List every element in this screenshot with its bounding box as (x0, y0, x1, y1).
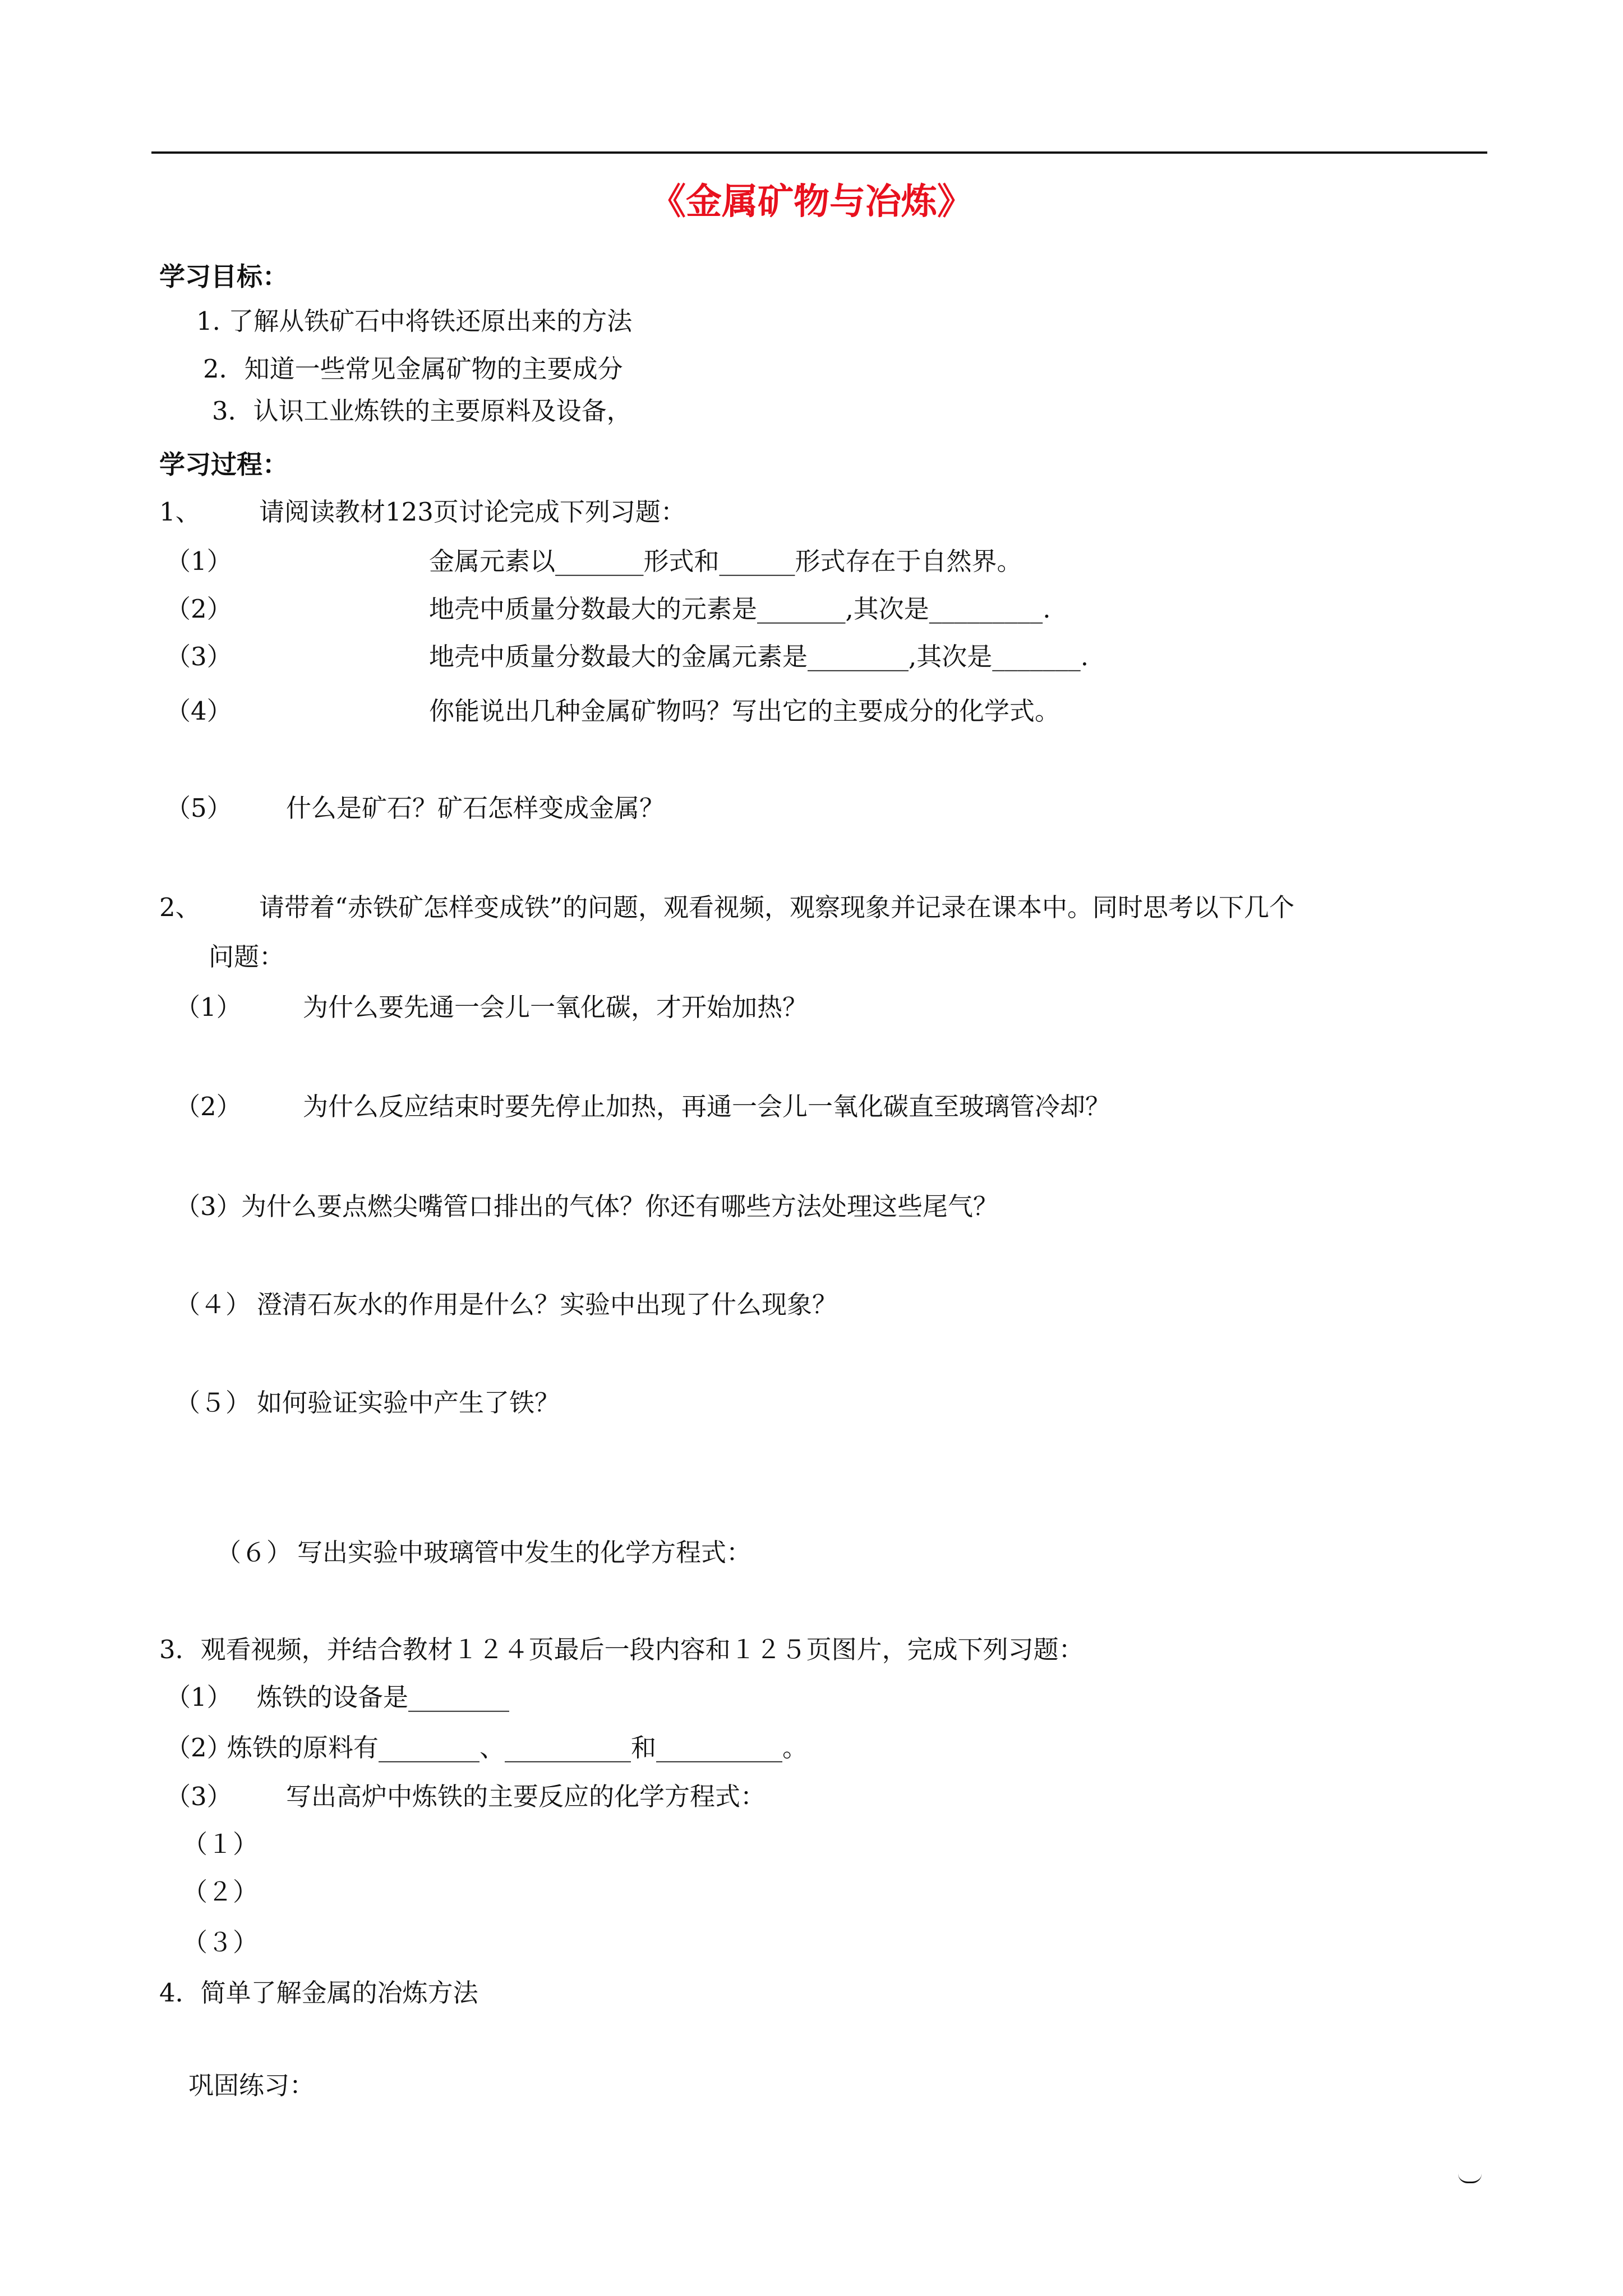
section-intro: 请阅读教材123页讨论完成下列习题： (259, 497, 686, 527)
section-intro: 请带着“赤铁矿怎样变成铁”的问题，观看视频，观察现象并记录在课本中。同时思考以下几个 (259, 892, 1295, 922)
question-text: 写出实验中玻璃管中发生的化学方程式： (297, 1538, 752, 1567)
question-text: 为什么要先通一会儿一氧化碳，才开始加热？ (303, 992, 808, 1022)
question-text: 为什么反应结束时要先停止加热，再通一会儿一氧化碳直至玻璃管冷却？ (303, 1092, 1111, 1121)
goal-item: 3．认识工业炼铁的主要原料及设备， (212, 396, 632, 426)
question-text: 为什么要点燃尖嘴管口排出的气体？你还有哪些方法处理这些尾气？ (241, 1191, 999, 1221)
question-number: （６） (216, 1538, 292, 1567)
question-text: 地壳中质量分数最大的金属元素是________,其次是_______. (429, 642, 1089, 671)
question-text: 你能说出几种金属矿物吗？写出它的主要成分的化学式。 (429, 696, 1061, 726)
section-number: 2、 (159, 892, 201, 922)
question-number: （2） (165, 594, 232, 624)
equation-number: （２） (182, 1877, 259, 1907)
question-number: （2） (175, 1092, 242, 1121)
equation-number: （１） (182, 1829, 259, 1859)
question-text: 写出高炉中炼铁的主要反应的化学方程式： (286, 1782, 766, 1811)
equation-number: （３） (182, 1927, 259, 1957)
question-number: （3） (175, 1191, 242, 1221)
goal-item: 2．知道一些常见金属矿物的主要成分 (203, 354, 623, 384)
goal-item: 1. 了解从铁矿石中将铁还原出来的方法 (196, 306, 633, 336)
question-number: （5） (165, 793, 232, 823)
question-number: （3） (165, 642, 232, 671)
question-text: 炼铁的设备是________ (257, 1682, 510, 1712)
header-rule (151, 151, 1487, 154)
question-text: 金属元素以_______形式和______形式存在于自然界。 (429, 546, 1022, 576)
process-heading: 学习过程： (159, 449, 288, 480)
question-text: 澄清石灰水的作用是什么？实验中出现了什么现象？ (257, 1290, 838, 1319)
document-title: 《金属矿物与冶炼》 (650, 181, 973, 223)
section-intro: 问题： (209, 942, 285, 972)
question-text: 地壳中质量分数最大的元素是_______,其次是_________. (429, 594, 1051, 624)
question-text: 炼铁的原料有________、__________和__________。 (227, 1733, 808, 1763)
section-intro: 3．观看视频，并结合教材１２４页最后一段内容和１２５页图片，完成下列习题： (159, 1635, 1084, 1664)
goals-heading: 学习目标： (159, 261, 288, 292)
section-heading: 4．简单了解金属的冶炼方法 (159, 1978, 478, 2008)
question-number: （５） (175, 1388, 251, 1418)
question-number: （3） (165, 1782, 232, 1811)
question-number: （2） (165, 1733, 232, 1763)
question-text: 如何验证实验中产生了铁？ (257, 1388, 560, 1418)
question-number: （1） (165, 1682, 232, 1712)
page-corner-mark (1458, 2174, 1482, 2183)
section-number: 1、 (159, 497, 201, 527)
question-number: （４） (175, 1290, 251, 1319)
practice-heading: 巩固练习： (188, 2070, 315, 2100)
question-number: （1） (175, 992, 242, 1022)
question-number: （1） (165, 546, 232, 576)
question-number: （4） (165, 696, 232, 726)
question-text: 什么是矿石？矿石怎样变成金属？ (286, 793, 665, 823)
